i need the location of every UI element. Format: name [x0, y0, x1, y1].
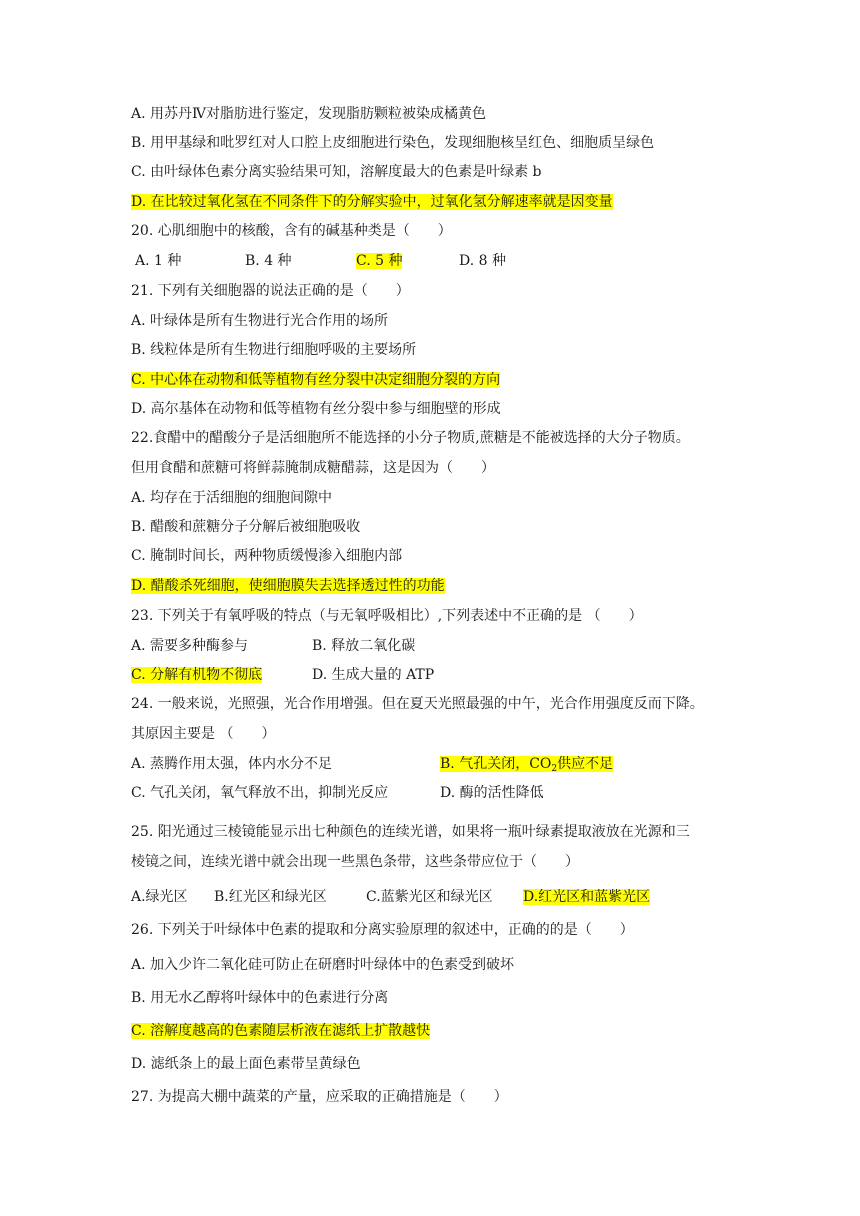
q24-stem-line-2: 其原因主要是 （ ）	[131, 726, 276, 742]
q19-option-c: C. 由叶绿体色素分离实验结果可知，溶解度最大的色素是叶绿素 b	[131, 164, 542, 180]
q22-option-a: A. 均存在于活细胞的细胞间隙中	[131, 490, 333, 506]
highlighted-answer: C. 分解有机物不彻底	[131, 667, 263, 683]
highlighted-answer: C. 溶解度越高的色素随层析液在滤纸上扩散越快	[131, 1023, 431, 1039]
q23-option-c	[131, 665, 262, 685]
q22-option-c: C. 腌制时间长，两种物质缓慢渗入细胞内部	[131, 548, 403, 564]
q26-option-b: B. 用无水乙醇将叶绿体中的色素进行分离	[131, 990, 389, 1006]
co2-subscript: 2	[551, 764, 558, 774]
q24-stem-line-1: 24. 一般来说，光照强，光合作用增强。但在夏天光照最强的中午，光合作用强度反而下降。	[131, 696, 704, 712]
q19-option-b: B. 用甲基绿和吡罗红对人口腔上皮细胞进行染色，发现细胞核呈红色、细胞质呈绿色	[131, 135, 655, 151]
highlighted-answer: D. 在比较过氧化氢在不同条件下的分解实验中，过氧化氢分解速率就是因变量	[131, 194, 613, 210]
q21-stem: 21. 下列有关细胞器的说法正确的是（ ）	[131, 283, 410, 299]
highlighted-answer: C. 中心体在动物和低等植物有丝分裂中决定细胞分裂的方向	[131, 372, 501, 388]
q26-stem: 26. 下列关于叶绿体中色素的提取和分离实验原理的叙述中，正确的的是（ ）	[131, 922, 634, 938]
q22-stem-line-1: 22.食醋中的醋酸分子是活细胞所不能选择的小分子物质,蔗糖是不能被选择的大分子物质。	[131, 430, 690, 446]
q22-option-d	[131, 576, 445, 596]
q25-stem-line-1: 25. 阳光通过三棱镜能显示出七种颜色的连续光谱，如果将一瓶叶绿素提取液放在光源和三	[131, 824, 690, 840]
q20-option-a: A. 1 种	[135, 253, 182, 269]
q23-stem: 23. 下列关于有氧呼吸的特点（与无氧呼吸相比）,下列表述中不正确的是 （ ）	[131, 608, 643, 624]
q21-option-c	[131, 370, 500, 390]
q20-stem: 20. 心肌细胞中的核酸，含有的碱基种类是（ ）	[131, 223, 452, 239]
q23-option-a: A. 需要多种酶参与	[131, 638, 249, 654]
q21-option-b: B. 线粒体是所有生物进行细胞呼吸的主要场所	[131, 342, 417, 358]
q23-option-b: B. 释放二氧化碳	[312, 638, 416, 654]
q19-option-d	[131, 192, 613, 212]
q26-option-d: D. 滤纸条上的最上面色素带呈黄绿色	[131, 1056, 361, 1072]
q26-option-c	[131, 1021, 430, 1041]
q24-option-b-text: B. 气孔关闭，CO	[440, 756, 552, 772]
q21-option-a: A. 叶绿体是所有生物进行光合作用的场所	[131, 313, 389, 329]
q25-option-a: A.绿光区	[131, 889, 188, 905]
q22-option-b: B. 醋酸和蔗糖分子分解后被细胞吸收	[131, 519, 361, 535]
highlighted-answer: D.红光区和蓝紫光区	[523, 889, 651, 905]
q19-option-a: A. 用苏丹Ⅳ对脂肪进行鉴定，发现脂肪颗粒被染成橘黄色	[131, 106, 486, 122]
highlighted-answer: D. 醋酸杀死细胞，使细胞膜失去选择透过性的功能	[131, 578, 445, 594]
q25-option-c: C.蓝紫光区和绿光区	[366, 889, 493, 905]
q26-option-a: A. 加入少许二氧化硅可防止在研磨时叶绿体中的色素受到破坏	[131, 957, 515, 973]
q24-option-c: C. 气孔关闭，氧气释放不出，抑制光反应	[131, 785, 389, 801]
q25-option-b: B.红光区和绿光区	[214, 889, 327, 905]
q25-stem-line-2: 棱镜之间，连续光谱中就会出现一些黑色条带，这些条带应位于（ ）	[131, 854, 579, 870]
q24-option-b-tail: 供应不足	[557, 756, 614, 772]
q21-option-d: D. 高尔基体在动物和低等植物有丝分裂中参与细胞壁的形成	[131, 401, 501, 417]
q24-option-d: D. 酶的活性降低	[440, 785, 544, 801]
highlighted-answer: C. 5 种	[356, 253, 403, 269]
q24-option-a: A. 蒸腾作用太强，体内水分不足	[131, 756, 333, 772]
q25-option-d	[523, 887, 650, 907]
highlighted-answer	[440, 756, 613, 772]
q20-option-d: D. 8 种	[459, 253, 506, 269]
q20-option-b: B. 4 种	[245, 253, 292, 269]
q22-stem-line-2: 但用食醋和蔗糖可将鲜蒜腌制成糖醋蒜，这是因为（ ）	[131, 460, 495, 476]
q27-stem: 27. 为提高大棚中蔬菜的产量，应采取的正确措施是（ ）	[131, 1089, 508, 1105]
q23-option-d: D. 生成大量的 ATP	[312, 667, 435, 683]
q24-option-b	[440, 754, 613, 779]
q20-option-c	[356, 251, 402, 271]
